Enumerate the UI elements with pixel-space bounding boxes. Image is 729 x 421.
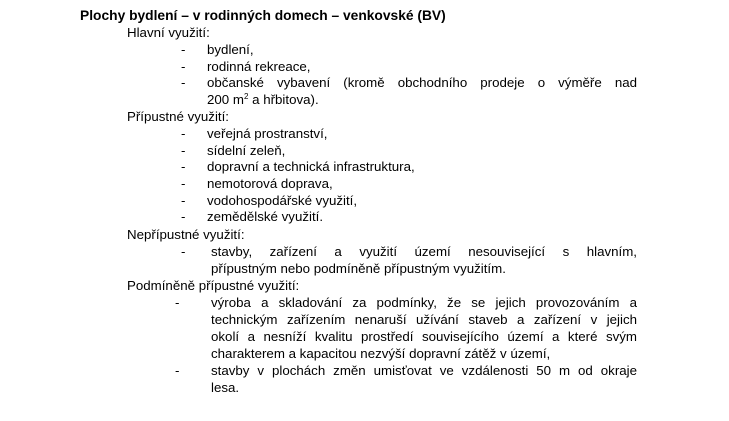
list-item-text: rodinná rekreace, — [207, 59, 311, 74]
list-item-text: zemědělské využití. — [207, 209, 324, 224]
list-item-text: stavby v plochách změn umisťovat ve vzdálenosti 50 m od okraje — [211, 363, 637, 378]
list-item-text: lesa. — [211, 380, 240, 395]
bullet-dash: - — [175, 363, 180, 378]
list-item-text: sídelní zeleň, — [207, 143, 286, 158]
list-item-text: stavby, zařízení a využití území nesouvisející s hlavním, — [211, 244, 637, 259]
bullet-dash: - — [181, 42, 186, 57]
list-item-text: charakterem a kapacitou nezvýší dopravní zátěž v území, — [211, 346, 551, 361]
bullet-dash: - — [175, 295, 180, 310]
bullet-dash: - — [181, 244, 186, 259]
list-item-text: občanské vybavení (kromě obchodního prodeje o výměře nad — [207, 75, 637, 90]
list-item-text: nemotorová doprava, — [207, 176, 333, 191]
heading-permitted-use: Přípustné využití: — [127, 109, 229, 124]
bullet-dash: - — [181, 59, 186, 74]
heading-main-use: Hlavní využití: — [127, 25, 210, 40]
heading-conditional-use: Podmíněně přípustné využití: — [127, 278, 300, 293]
list-item-text: bydlení, — [207, 42, 254, 57]
list-item-text: výroba a skladování za podmínky, že se jejich provozováním a — [211, 295, 637, 310]
list-item-text: dopravní a technická infrastruktura, — [207, 159, 415, 174]
list-item-text: přípustným nebo podmíněně přípustným využitím. — [211, 261, 506, 276]
bullet-dash: - — [181, 159, 186, 174]
list-item-text: vodohospodářské využití, — [207, 193, 358, 208]
bullet-dash: - — [181, 193, 186, 208]
bullet-dash: - — [181, 209, 186, 224]
superscript: 2 — [243, 92, 249, 101]
list-item-text: technickým zařízením nenaruší užívání staveb a zařízení v jejich — [211, 312, 637, 327]
list-item-text: a hřbitova). — [248, 92, 319, 107]
section-title: Plochy bydlení – v rodinných domech – venkovské (BV) — [80, 8, 446, 23]
list-item-text: okolí a nesníží kvalitu prostředí souvisejícího území a které svým — [211, 329, 637, 344]
list-item-text: 200 m — [207, 92, 244, 107]
bullet-dash: - — [181, 143, 186, 158]
bullet-dash: - — [181, 75, 186, 90]
heading-prohibited-use: Nepřípustné využití: — [127, 227, 245, 242]
list-item-text: veřejná prostranství, — [207, 126, 328, 141]
bullet-dash: - — [181, 176, 186, 191]
bullet-dash: - — [181, 126, 186, 141]
